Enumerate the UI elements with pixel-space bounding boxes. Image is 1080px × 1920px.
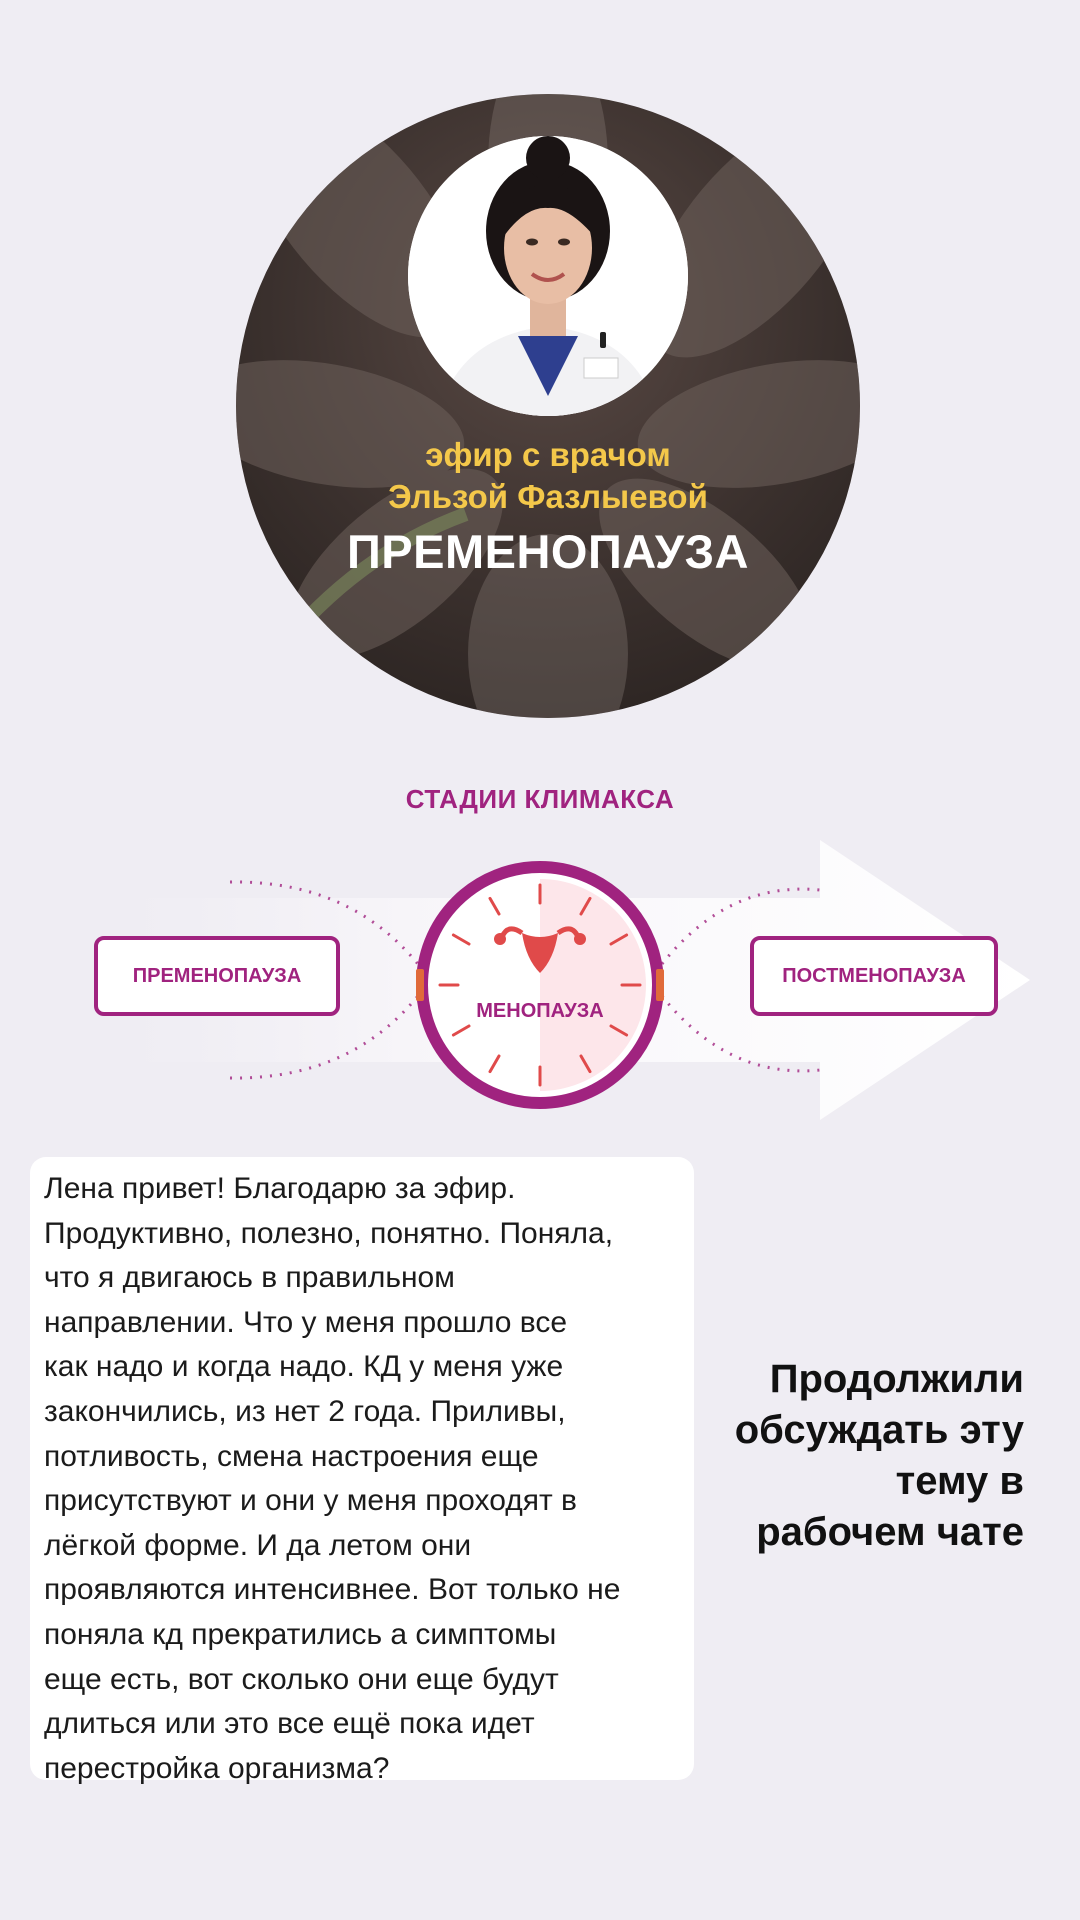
chat-message-line: еще есть, вот сколько они еще будут <box>44 1662 559 1696</box>
doctor-portrait-icon <box>408 136 688 416</box>
stage-premenopause: ПРЕМЕНОПАУЗА <box>94 936 340 1016</box>
chat-message-line: поняла кд прекратились а симптомы <box>44 1617 557 1651</box>
menopause-clock <box>416 867 664 1103</box>
chat-message-line: закончились, из нет 2 года. Приливы, <box>44 1394 566 1428</box>
stages-title: СТАДИИ КЛИМАКСА <box>405 784 675 814</box>
stream-banner <box>236 94 860 718</box>
caption-line: рабочем чате <box>756 1510 1024 1554</box>
caption-line: Продолжили <box>769 1357 1024 1401</box>
chat-message-line: перестройка организма? <box>44 1751 390 1785</box>
banner-subtitle-line2: Эльзой Фазлыевой <box>388 478 708 515</box>
caption-line: тему в <box>895 1459 1024 1503</box>
chat-message-line: присутствуют и они у меня проходят в <box>44 1484 577 1518</box>
chat-message-line: как надо и когда надо. КД у меня уже <box>44 1350 564 1384</box>
chat-message-line: потливость, смена настроения еще <box>44 1439 539 1473</box>
banner-title: ПРЕМЕНОПАУЗА <box>346 525 750 578</box>
caption-line: обсуждать эту <box>734 1408 1024 1452</box>
chat-message-line: длиться или это все ещё пока идет <box>44 1707 535 1741</box>
chat-message-line: проявляются интенсивнее. Вот только не <box>44 1573 621 1607</box>
chat-message-line: лёгкой форме. И да летом они <box>44 1528 472 1562</box>
chat-message-line: Продуктивно, полезно, понятно. Поняла, <box>44 1216 614 1250</box>
chat-message-line: что я двигаюсь в правильном <box>44 1261 455 1295</box>
stage-postmenopause: ПОСТМЕНОПАУЗА <box>750 936 998 1016</box>
chat-message-bubble <box>30 1157 694 1785</box>
chat-message-line: Лена привет! Благодарю за эфир. <box>44 1172 516 1205</box>
side-caption <box>700 1354 1024 1558</box>
chat-message-line: направлении. Что у меня прошло все <box>44 1305 568 1339</box>
doctor-avatar <box>408 136 688 416</box>
stage-menopause: МЕНОПАУЗА <box>476 1000 604 1022</box>
banner-subtitle-line1: эфир с врачом <box>425 436 671 473</box>
